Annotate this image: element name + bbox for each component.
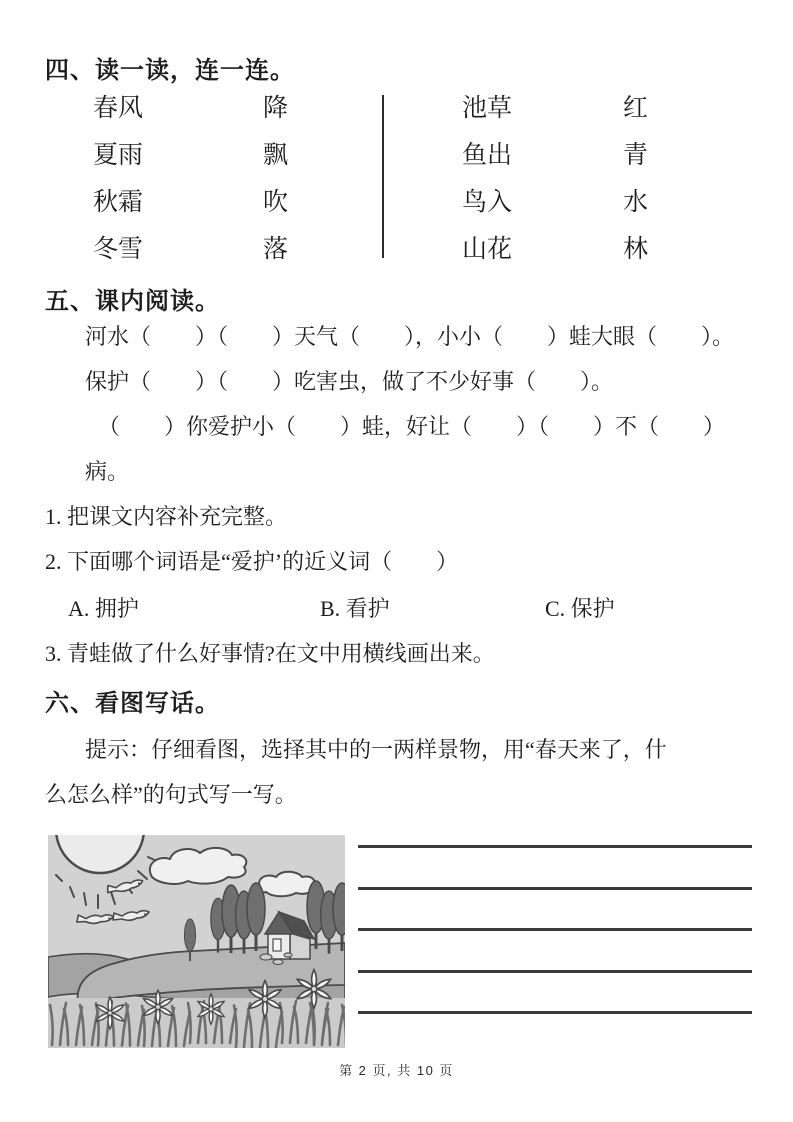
match-word: 夏雨 (93, 142, 144, 169)
section5-heading: 五、课内阅读。 (45, 288, 220, 315)
match-word: 池草 (462, 95, 513, 122)
option-c: C. 保护 (545, 596, 615, 621)
match-word: 冬雪 (93, 236, 144, 263)
writing-line (358, 845, 752, 848)
match-word: 山花 (462, 236, 513, 263)
section6-heading: 六、看图写话。 (45, 690, 220, 717)
question-3: 3. 青蛙做了什么好事情?在文中用横线画出来。 (45, 641, 495, 666)
match-target: 红 (623, 95, 649, 122)
option-a: A. 拥护 (68, 596, 139, 621)
writing-line (358, 928, 752, 931)
hint-line-1: 提示：仔细看图，选择其中的一两样景物，用“春天来了，什 (85, 737, 667, 762)
passage-line-2: 保护（ ）（ ）吃害虫，做了不少好事（ ）。 (85, 369, 614, 394)
match-target: 青 (623, 142, 649, 169)
question-2: 2. 下面哪个词语是“爱护’的近义词（ ） (45, 549, 459, 574)
match-target: 吹 (263, 189, 289, 216)
option-b: B. 看护 (320, 596, 390, 621)
writing-line (358, 970, 752, 973)
passage-line-1: 河水（ ）（ ）天气（ ），小小（ ）蛙大眼（ ）。 (85, 324, 735, 349)
match-right-targets (623, 85, 648, 273)
writing-line (358, 887, 752, 890)
match-word: 春风 (93, 95, 144, 122)
match-word: 鸟入 (462, 189, 513, 216)
page-footer: 第 2 页, 共 10 页 (339, 1063, 454, 1078)
spring-scene-illustration (48, 835, 345, 1048)
match-target: 飘 (263, 142, 289, 169)
match-target: 水 (623, 189, 649, 216)
match-left-targets (263, 85, 288, 273)
writing-lines (358, 845, 752, 1014)
writing-line (358, 1011, 752, 1014)
passage-line-3: （ ）你爱护小（ ）蛙，好让（ ）（ ）不（ ） (98, 414, 726, 439)
match-target: 林 (623, 236, 649, 263)
match-word: 鱼出 (462, 142, 513, 169)
match-right-words (462, 85, 512, 273)
match-target: 降 (263, 95, 289, 122)
section4-heading: 四、读一读，连一连。 (45, 57, 295, 84)
question-1: 1. 把课文内容补充完整。 (45, 504, 288, 529)
matching-divider (382, 95, 384, 258)
match-target: 落 (263, 236, 289, 263)
hint-line-2: 么怎么样”的句式写一写。 (45, 782, 297, 807)
match-left-words (93, 85, 143, 273)
passage-line-4: 病。 (85, 459, 130, 484)
match-word: 秋霜 (93, 189, 144, 216)
